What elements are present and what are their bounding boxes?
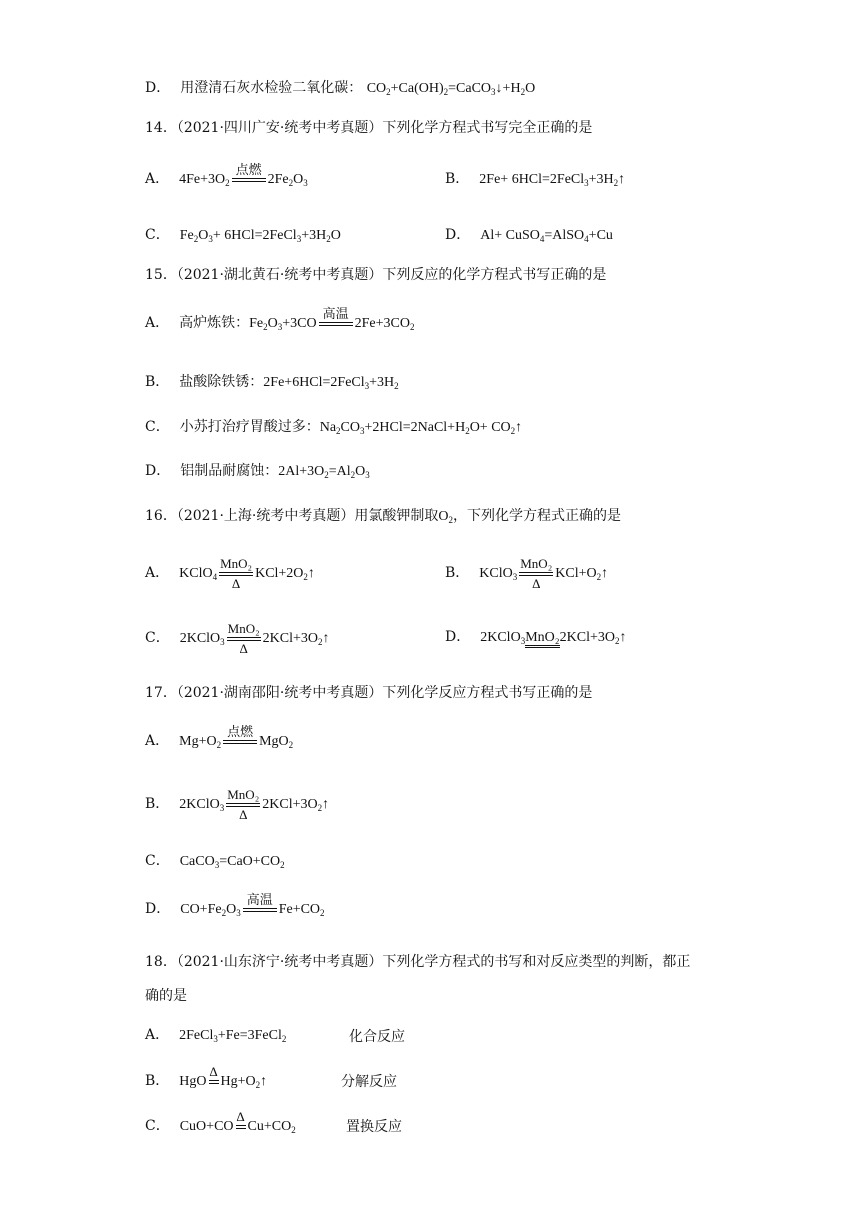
equation: $CO_2+Ca(OH)_2=CaCO_3↓+H_2O$: [366, 81, 536, 97]
equation: KClO$_3$ MnO₂ Δ $KCl+O_2↑$: [479, 556, 609, 591]
option-label: B．: [145, 796, 170, 813]
q16-option-c: [145, 622, 330, 656]
option-d-prev: [145, 79, 535, 98]
condition-label: 高温: [246, 892, 273, 907]
question-17-stem: 17．（2021·湖南邵阳·统考中考真题）下列化学反应方程式书写正确的是: [145, 685, 593, 701]
catalyst-label: MnO₂: [525, 631, 559, 648]
q14-option-d: [445, 226, 613, 245]
equation: $2Al+3O_2=Al_2O_3$: [278, 464, 370, 480]
equation: $CO+Fe_2O_3$ 高温 $Fe+CO_2$: [180, 892, 325, 919]
equation: CuO+CO Δ $Cu+CO_2$: [179, 1109, 296, 1136]
q17-option-c: [145, 852, 285, 871]
option-label: D．: [445, 227, 471, 243]
heat-symbol: Δ: [236, 1109, 245, 1124]
question-16-stem: 16．（2021·上海·统考中考真题）用氯酸钾制取$O_2$，下列化学方程式正确的是: [145, 508, 621, 525]
q18-option-b: [145, 1065, 267, 1099]
equation: KClO$_4$ MnO₂ Δ $KCl+2O_2↑$: [179, 556, 315, 591]
heat-symbol: Δ: [209, 1064, 218, 1079]
q17-option-d: [145, 893, 325, 927]
equation: $4Fe+3O_2$ 点燃 $2Fe_2O_3$: [179, 162, 308, 189]
condition-label: 点燃: [227, 724, 254, 739]
q15-option-a: A． 高炉炼铁：$Fe_2O_3+3CO$ 高温 $2Fe+3CO_2$: [145, 306, 415, 333]
catalyst-label: MnO₂: [227, 787, 260, 802]
q14-option-b: [445, 170, 625, 189]
option-label: D．: [145, 80, 171, 96]
equation: $2KClO_3MnO_22KCl+3O_2↑$: [480, 630, 627, 646]
equation: $Mg+O_2$ 点燃 MgO$_2$: [179, 724, 294, 751]
q15-option-c: C． 小苏打治疗胃酸过多：$Na_2CO_3+2HCl=2NaCl+H_2O+$ $CO_2↑$: [145, 419, 523, 436]
question-18-stem-line2: 确的是: [145, 988, 187, 1004]
equation: 2KClO$_3$ MnO₂ Δ $2KCl+3O_2↑$: [179, 787, 330, 822]
option-text: 用澄清石灰水检验二氧化碳：: [180, 80, 363, 96]
option-label: A．: [145, 171, 170, 188]
equation: $CaCO_3=CaO+CO_2$: [179, 854, 285, 870]
equation: $2Fe+6HCl=2FeCl_3+3H_2$: [263, 375, 399, 391]
option-label: A．: [145, 565, 170, 582]
q18-option-c: [145, 1110, 296, 1144]
option-label: B．: [445, 565, 470, 582]
equation: 2FeCl$_3$+Fe=3FeCl$_2$: [179, 1028, 287, 1044]
option-label: B．: [145, 1073, 170, 1090]
catalyst-label: MnO₂: [220, 556, 253, 571]
heat-symbol: Δ: [231, 576, 241, 591]
q16-option-b: [445, 557, 608, 591]
q17-option-a: [145, 725, 293, 759]
option-label: C．: [145, 1118, 170, 1135]
option-label: A．: [145, 733, 170, 750]
option-label: D．: [145, 463, 171, 479]
heat-symbol: Δ: [239, 641, 248, 656]
q16-option-a: [145, 557, 315, 591]
q14-option-a: [145, 163, 308, 197]
reaction-type-a: 化合反应: [349, 1029, 405, 1045]
q16-option-d: [445, 628, 626, 648]
q17-option-b: [145, 788, 329, 822]
equation: Al+ CuSO$_4$=AlSO$_4$+Cu: [480, 228, 613, 244]
q18-option-a: [145, 1026, 286, 1045]
option-label: D．: [445, 629, 471, 645]
equation: $2Fe+ 6HCl=2FeCl_3+3H_2↑$: [479, 172, 626, 188]
reaction-type-b: 分解反应: [341, 1074, 397, 1090]
heat-symbol: Δ: [532, 576, 541, 591]
condition-label: 点燃: [235, 162, 262, 177]
q14-option-c: [145, 226, 341, 245]
question-15-stem: 15．（2021·湖北黄石·统考中考真题）下列反应的化学方程式书写正确的是: [145, 267, 607, 283]
q15-option-d: D． 铝制品耐腐蚀：$2Al+3O_2=Al_2O_3$: [145, 463, 370, 480]
option-label: C．: [145, 630, 170, 647]
option-label: C．: [145, 227, 170, 243]
catalyst-label: MnO₂: [227, 621, 260, 636]
catalyst-label: MnO₂: [520, 556, 553, 571]
heat-symbol: Δ: [239, 807, 248, 822]
equation: $Fe_2O_3+3CO$ 高温 $2Fe+3CO_2$: [249, 306, 415, 333]
equation: 2KClO$_3$ MnO₂ Δ $2KCl+3O_2↑$: [179, 621, 330, 656]
option-label: B．: [445, 171, 470, 187]
option-label: D．: [145, 901, 171, 918]
equation: HgO Δ $Hg+O_2↑$: [179, 1064, 268, 1091]
equation: $Fe_2O_3+$ $6HCl=2FeCl_3+3H_2O$: [179, 228, 341, 244]
reaction-type-c: 置换反应: [346, 1119, 402, 1135]
equation: $Na_2CO_3+2HCl=2NaCl+H_2O+$ $CO_2↑$: [319, 420, 523, 436]
option-label: C．: [145, 853, 170, 869]
option-label: B．: [145, 374, 170, 390]
q15-option-b: B． 盐酸除铁锈：$2Fe+6HCl=2FeCl_3+3H_2$: [145, 374, 399, 391]
option-label: C．: [145, 419, 170, 435]
option-label: A．: [145, 315, 170, 332]
question-14-stem: 14．（2021·四川广安·统考中考真题）下列化学方程式书写完全正确的是: [145, 120, 593, 136]
option-label: A．: [145, 1027, 170, 1043]
question-18-stem-line1: 18．（2021·山东济宁·统考中考真题）下列化学方程式的书写和对反应类型的判断，都正: [145, 954, 691, 970]
condition-label: 高温: [322, 306, 349, 321]
